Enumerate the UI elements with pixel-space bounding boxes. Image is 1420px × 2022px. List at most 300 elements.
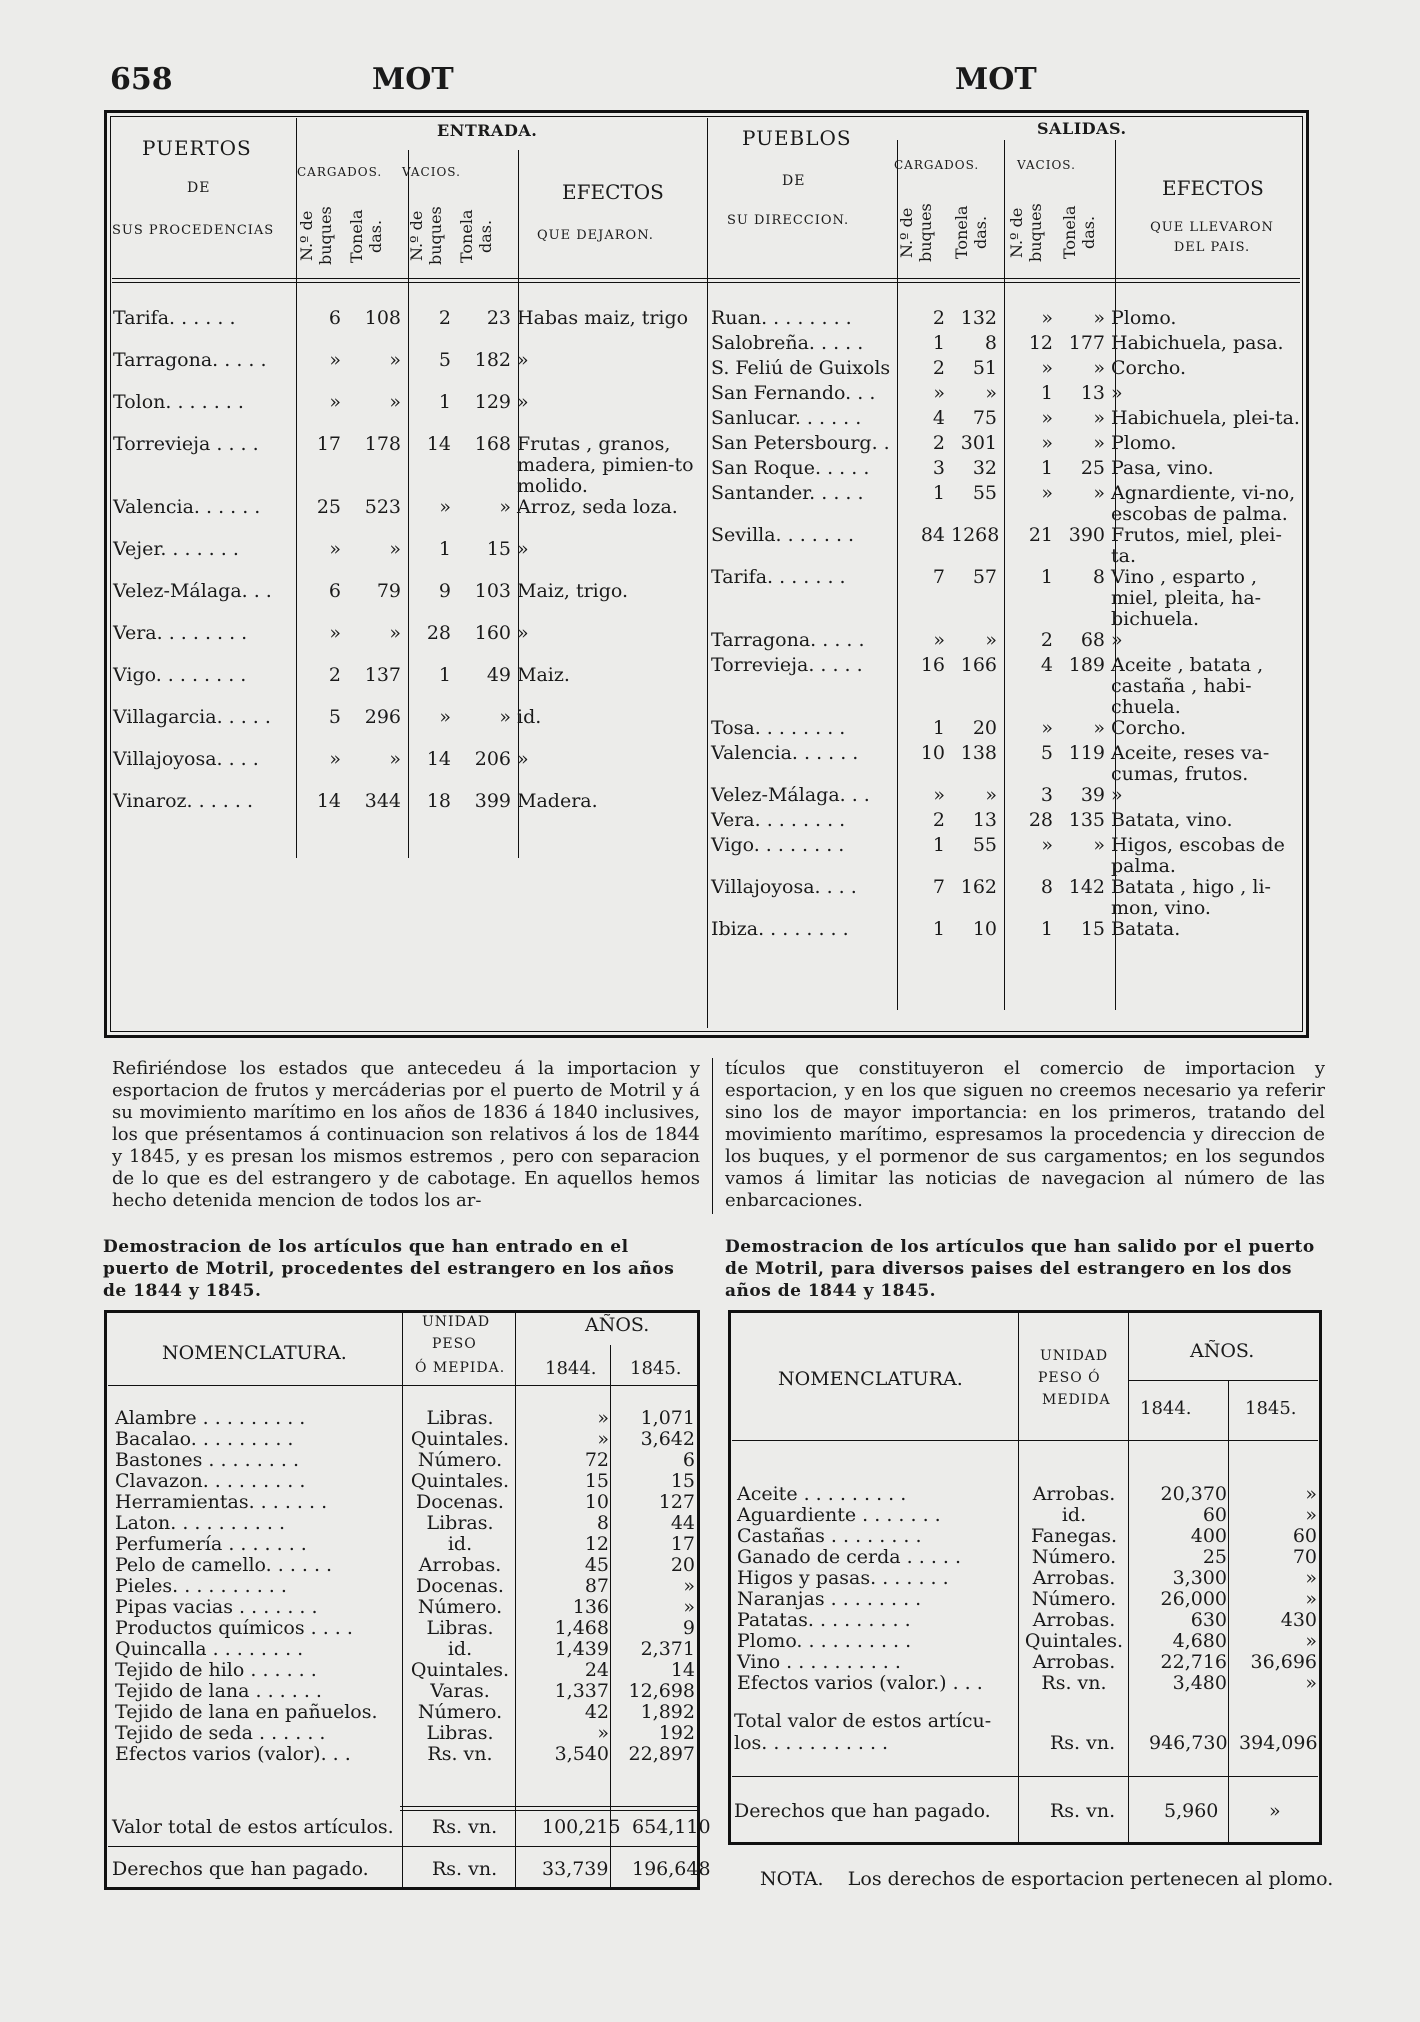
- goods: Batata , higo , li-mon, vino.: [1111, 877, 1271, 919]
- loaded-ships: 2: [932, 433, 945, 454]
- loaded-tons: »: [389, 749, 401, 770]
- loaded-tons: 137: [364, 665, 401, 686]
- salidas-tonel-head-2: Tonela das.: [1060, 205, 1098, 260]
- item-name: Alambre . . . . . . . . .: [115, 1408, 306, 1429]
- port-name: Salobreña. . . . .: [711, 333, 864, 354]
- empty-ships: 5: [1040, 743, 1053, 764]
- import-head-1845: 1845.: [630, 1358, 682, 1379]
- value-1844: 400: [1190, 1526, 1227, 1547]
- table-row: [708, 655, 1303, 718]
- table-row: [112, 1681, 698, 1702]
- value-1845: »: [683, 1597, 695, 1618]
- unit: Libras.: [426, 1408, 494, 1429]
- value-1845: »: [1305, 1631, 1317, 1652]
- unit: Docenas.: [416, 1576, 504, 1597]
- goods: Maiz, trigo.: [517, 581, 629, 602]
- goods: »: [517, 749, 529, 770]
- value-1844: 15: [584, 1471, 609, 1492]
- table-row: [734, 1673, 1320, 1694]
- table-row: [110, 434, 708, 497]
- unit: Número.: [1031, 1589, 1117, 1610]
- port-name: Torrevieja. . . . .: [711, 655, 863, 676]
- export-total-unit: Rs. vn.: [1050, 1732, 1116, 1754]
- table-row: [708, 408, 1303, 433]
- goods: »: [517, 539, 529, 560]
- value-1844: 25: [1202, 1547, 1227, 1568]
- loaded-ships: »: [329, 539, 341, 560]
- goods: Arroz, seda loza.: [517, 497, 678, 518]
- unit: Quintales.: [410, 1660, 510, 1681]
- loaded-ships: 2: [932, 810, 945, 831]
- unit: Arrobas.: [1032, 1568, 1116, 1589]
- import-total-label: Valor total de estos artículos.: [112, 1816, 394, 1838]
- empty-tons: 390: [1068, 525, 1105, 546]
- table-row: [708, 835, 1303, 877]
- table-row: [708, 308, 1303, 333]
- table-row: [734, 1505, 1320, 1526]
- loaded-ships: 3: [932, 458, 945, 479]
- loaded-ships: 5: [328, 707, 341, 728]
- port-name: Villagarcia. . . . .: [113, 707, 271, 728]
- table-row: [708, 810, 1303, 835]
- value-1844: 1,337: [554, 1681, 609, 1702]
- empty-tons: 23: [486, 308, 511, 329]
- value-1844: 136: [572, 1597, 609, 1618]
- loaded-tons: 138: [960, 743, 997, 764]
- empty-ships: »: [1041, 835, 1053, 856]
- value-1845: 17: [670, 1534, 695, 1555]
- table-row: [708, 877, 1303, 919]
- port-name: Tarragona. . . . .: [113, 350, 267, 371]
- empty-ships: 1: [438, 392, 451, 413]
- nota: [760, 1868, 1333, 1890]
- goods: id.: [517, 707, 542, 728]
- loaded-ships: »: [329, 749, 341, 770]
- empty-ships: 2: [1040, 630, 1053, 651]
- value-1844: 630: [1190, 1610, 1227, 1631]
- value-1844: »: [597, 1408, 609, 1429]
- table-row: [734, 1589, 1320, 1610]
- item-name: Efectos varios (valor). . .: [115, 1744, 351, 1765]
- port-name: S. Feliú de Guixols: [711, 358, 891, 379]
- item-name: Naranjas . . . . . . . .: [737, 1589, 922, 1610]
- value-1845: 44: [670, 1513, 695, 1534]
- empty-tons: 129: [474, 392, 511, 413]
- empty-ships: 3: [1040, 785, 1053, 806]
- table-row: [734, 1610, 1320, 1631]
- empty-ships: 1: [1040, 458, 1053, 479]
- loaded-ships: 1: [932, 333, 945, 354]
- goods: »: [1111, 383, 1123, 404]
- table-row: [734, 1568, 1320, 1589]
- item-name: Pelo de camello. . . . . .: [115, 1555, 333, 1576]
- loaded-tons: 20: [972, 718, 997, 739]
- port-name: Vinaroz. . . . . .: [113, 791, 253, 812]
- loaded-tons: 79: [376, 581, 401, 602]
- export-derechos-1844: 5,960: [1164, 1800, 1219, 1822]
- entrada-title: ENTRADA.: [437, 121, 538, 140]
- loaded-tons: 166: [960, 655, 997, 676]
- port-name: San Roque. . . . .: [711, 458, 870, 479]
- loaded-tons: 178: [364, 434, 401, 455]
- loaded-tons: »: [985, 630, 997, 651]
- salidas-buques-head-1: N.º de buques: [897, 203, 935, 262]
- table-row: [708, 567, 1303, 630]
- table-row: [708, 333, 1303, 358]
- table-row: [734, 1484, 1320, 1505]
- import-derechos-1845: 196,648: [632, 1858, 711, 1880]
- unit: Libras.: [426, 1618, 494, 1639]
- loaded-tons: 344: [364, 791, 401, 812]
- goods: Frutos, miel, plei-ta.: [1111, 525, 1282, 567]
- table-row: [708, 358, 1303, 383]
- item-name: Aguardiente . . . . . . .: [737, 1505, 941, 1526]
- port-name: Sevilla. . . . . . .: [711, 525, 855, 546]
- empty-tons: 168: [474, 434, 511, 455]
- loaded-ships: 6: [328, 308, 341, 329]
- table-row: [112, 1723, 698, 1744]
- empty-ships: »: [1041, 358, 1053, 379]
- table-row: [110, 707, 708, 749]
- value-1845: 127: [658, 1492, 695, 1513]
- loaded-ships: 4: [932, 408, 945, 429]
- goods: Plomo.: [1111, 433, 1177, 454]
- value-1845: 2,371: [640, 1639, 695, 1660]
- value-1844: 87: [584, 1576, 609, 1597]
- item-name: Ganado de cerda . . . . .: [737, 1547, 962, 1568]
- item-name: Bastones . . . . . . . .: [115, 1450, 299, 1471]
- value-1845: 36,696: [1250, 1652, 1317, 1673]
- loaded-ships: »: [329, 623, 341, 644]
- entrada-tonel-head-2: Tonela das.: [457, 209, 495, 263]
- export-derechos-1845: »: [1269, 1800, 1281, 1822]
- empty-tons: 39: [1080, 785, 1105, 806]
- value-1844: 60: [1202, 1505, 1227, 1526]
- entrada-buques-head-2: N.º de buques: [407, 206, 445, 266]
- value-1845: 430: [1280, 1610, 1317, 1631]
- empty-ships: 18: [426, 791, 451, 812]
- empty-ships: 4: [1040, 655, 1053, 676]
- loaded-ships: 7: [932, 877, 945, 898]
- entrada-table: [110, 308, 708, 833]
- item-name: Quincalla . . . . . . . .: [115, 1639, 304, 1660]
- value-1844: 3,480: [1172, 1673, 1227, 1694]
- table-row: [110, 308, 708, 350]
- salidas-efectos: EFECTOS: [1162, 176, 1264, 200]
- item-name: Aceite . . . . . . . . .: [737, 1484, 907, 1505]
- port-name: Tosa. . . . . . . .: [711, 718, 846, 739]
- salidas-table: [708, 308, 1303, 944]
- loaded-tons: 1268: [951, 525, 1000, 546]
- port-name: Vigo. . . . . . . .: [711, 835, 845, 856]
- value-1844: 26,000: [1160, 1589, 1227, 1610]
- port-name: Villajoyosa. . . .: [711, 877, 857, 898]
- item-name: Clavazon. . . . . . . . .: [115, 1471, 306, 1492]
- loaded-tons: 55: [972, 483, 997, 504]
- item-name: Tejido de lana . . . . . .: [115, 1681, 322, 1702]
- empty-tons: »: [1093, 433, 1105, 454]
- loaded-tons: 8: [984, 333, 997, 354]
- goods: Batata.: [1111, 919, 1181, 940]
- port-name: Tarifa. . . . . .: [113, 308, 236, 329]
- value-1845: »: [1305, 1505, 1317, 1526]
- item-name: Efectos varios (valor.) . . .: [737, 1673, 983, 1694]
- loaded-tons: 10: [972, 919, 997, 940]
- loaded-ships: 1: [932, 718, 945, 739]
- loaded-tons: 75: [972, 408, 997, 429]
- loaded-tons: 108: [364, 308, 401, 329]
- import-head-medida: Ó MEPIDA.: [415, 1360, 506, 1376]
- table-row: [708, 919, 1303, 944]
- running-head-left: MOT: [372, 62, 454, 97]
- goods: Higos, escobas de palma.: [1111, 835, 1285, 877]
- unit: Número.: [1031, 1547, 1117, 1568]
- empty-tons: 49: [486, 665, 511, 686]
- table-row: [708, 525, 1303, 567]
- empty-tons: 142: [1068, 877, 1105, 898]
- export-head-medida: MEDIDA: [1042, 1392, 1111, 1408]
- loaded-ships: 2: [328, 665, 341, 686]
- goods: Batata, vino.: [1111, 810, 1233, 831]
- goods: »: [517, 623, 529, 644]
- empty-ships: 28: [426, 623, 451, 644]
- import-head-nomen: NOMENCLATURA.: [162, 1342, 347, 1364]
- item-name: Tejido de seda . . . . . .: [115, 1723, 326, 1744]
- value-1845: 15: [670, 1471, 695, 1492]
- goods: Pasa, vino.: [1111, 458, 1214, 479]
- table-row: [112, 1513, 698, 1534]
- export-head-unidad: UNIDAD: [1040, 1348, 1109, 1364]
- export-title: Demostracion de los artículos que han salido por el puerto de Motril, para diversos paises del estrangero en los dos años de 1844 y 1845.: [725, 1237, 1315, 1301]
- puertos-title: PUERTOS: [142, 136, 252, 160]
- unit: Número.: [417, 1702, 503, 1723]
- item-name: Tejido de lana en pañuelos.: [115, 1702, 378, 1723]
- unit: Número.: [417, 1450, 503, 1471]
- value-1845: 12,698: [628, 1681, 695, 1702]
- pueblos-title: PUEBLOS: [742, 126, 852, 150]
- loaded-ships: 6: [328, 581, 341, 602]
- empty-ships: »: [1041, 408, 1053, 429]
- item-name: Patatas. . . . . . . . .: [737, 1610, 911, 1631]
- empty-ships: 12: [1028, 333, 1053, 354]
- loaded-ships: 7: [932, 567, 945, 588]
- loaded-tons: »: [389, 623, 401, 644]
- intro-paragraph-left: Refiriéndose los estados que antecedeu á la importacion y esportacion de frutos y mercáderias por el puerto de Motril y á su movimiento marítimo en los años de 1836 á 1840 inclusives, los que présentamos á continuacion son relativos á los de 1844 y 1845, y es presan los mismos estremos , pero con separacion de lo que es del estrangero y de cabotage. En aquellos hemos hecho detenida mencion de todos los ar-: [112, 1058, 700, 1211]
- loaded-ships: »: [933, 630, 945, 651]
- table-row: [112, 1702, 698, 1723]
- value-1844: 8: [596, 1513, 609, 1534]
- loaded-ships: »: [933, 785, 945, 806]
- value-1844: 10: [584, 1492, 609, 1513]
- value-1845: 60: [1292, 1526, 1317, 1547]
- table-row: [734, 1547, 1320, 1568]
- empty-ships: 1: [438, 539, 451, 560]
- salidas-buques-head-2: N.º de buques: [1007, 203, 1045, 262]
- loaded-tons: 57: [972, 567, 997, 588]
- table-row: [708, 630, 1303, 655]
- loaded-ships: »: [329, 350, 341, 371]
- empty-tons: 15: [1080, 919, 1105, 940]
- nota-label: NOTA.: [760, 1868, 824, 1890]
- empty-tons: 160: [474, 623, 511, 644]
- empty-ships: 1: [438, 665, 451, 686]
- loaded-tons: »: [985, 383, 997, 404]
- loaded-ships: 1: [932, 483, 945, 504]
- port-name: Valencia. . . . . .: [711, 743, 859, 764]
- export-total-row: [734, 1710, 1320, 1754]
- goods: Aceite , batata , castaña , habi-chuela.: [1111, 655, 1264, 718]
- import-head-unidad: UNIDAD: [422, 1314, 491, 1330]
- value-1844: »: [597, 1429, 609, 1450]
- export-head-anos: AÑOS.: [1190, 1340, 1255, 1362]
- port-name: Vera. . . . . . . .: [113, 623, 248, 644]
- loaded-tons: 301: [960, 433, 997, 454]
- goods: »: [1111, 785, 1123, 806]
- empty-ships: 1: [1040, 919, 1053, 940]
- empty-tons: 206: [474, 749, 511, 770]
- value-1845: »: [1305, 1484, 1317, 1505]
- unit: id.: [447, 1639, 473, 1660]
- value-1845: 70: [1292, 1547, 1317, 1568]
- table-row: [112, 1744, 698, 1765]
- value-1845: 20: [670, 1555, 695, 1576]
- table-row: [708, 433, 1303, 458]
- export-total-label-1: Total valor de estos artícu-: [734, 1710, 992, 1732]
- empty-tons: 103: [474, 581, 511, 602]
- unit: Docenas.: [416, 1492, 504, 1513]
- loaded-tons: »: [985, 785, 997, 806]
- table-row: [112, 1555, 698, 1576]
- export-total-1845: 394,096: [1239, 1732, 1318, 1754]
- unit: Arrobas.: [1032, 1484, 1116, 1505]
- unit: Número.: [417, 1597, 503, 1618]
- value-1844: 1,468: [554, 1618, 609, 1639]
- goods: Corcho.: [1111, 358, 1187, 379]
- port-name: San Fernando. . .: [711, 383, 876, 404]
- loaded-tons: 523: [364, 497, 401, 518]
- table-row: [708, 785, 1303, 810]
- value-1844: »: [597, 1723, 609, 1744]
- import-total-1844: 100,215: [542, 1816, 621, 1838]
- loaded-tons: »: [389, 539, 401, 560]
- empty-tons: 15: [486, 539, 511, 560]
- value-1844: 1,439: [554, 1639, 609, 1660]
- empty-tons: »: [1093, 408, 1105, 429]
- export-total-1844: 946,730: [1149, 1732, 1228, 1754]
- unit: Arrobas.: [1032, 1652, 1116, 1673]
- empty-tons: »: [1093, 358, 1105, 379]
- loaded-tons: 132: [960, 308, 997, 329]
- import-total-unit: Rs. vn.: [432, 1816, 498, 1838]
- item-name: Herramientas. . . . . . .: [115, 1492, 328, 1513]
- import-derechos-label: Derechos que han pagado.: [112, 1858, 369, 1880]
- port-name: Tarifa. . . . . . .: [711, 567, 846, 588]
- goods: Plomo.: [1111, 308, 1177, 329]
- empty-tons: »: [499, 707, 511, 728]
- table-row: [110, 623, 708, 665]
- import-head-1844: 1844.: [545, 1358, 597, 1379]
- value-1844: 72: [584, 1450, 609, 1471]
- export-rows: [734, 1484, 1320, 1694]
- goods: Habichuela, plei-ta.: [1111, 408, 1300, 429]
- export-head-1845: 1845.: [1245, 1398, 1297, 1419]
- port-name: Vigo. . . . . . . .: [113, 665, 247, 686]
- goods: Madera.: [517, 791, 598, 812]
- loaded-tons: »: [389, 392, 401, 413]
- empty-ships: 8: [1040, 877, 1053, 898]
- item-name: Laton. . . . . . . . . .: [115, 1513, 286, 1534]
- empty-tons: 25: [1080, 458, 1105, 479]
- value-1844: 22,716: [1160, 1652, 1227, 1673]
- empty-ships: »: [1041, 483, 1053, 504]
- goods: Agnardiente, vi-no, escobas de palma.: [1111, 483, 1296, 525]
- value-1845: 192: [658, 1723, 695, 1744]
- value-1844: 42: [584, 1702, 609, 1723]
- unit: Arrobas.: [1032, 1610, 1116, 1631]
- table-row: [110, 791, 708, 833]
- item-name: Bacalao. . . . . . . . .: [115, 1429, 294, 1450]
- value-1845: 1,071: [640, 1408, 695, 1429]
- loaded-ships: 2: [932, 308, 945, 329]
- table-row: [708, 718, 1303, 743]
- empty-ships: 9: [438, 581, 451, 602]
- import-total-1845: 654,110: [632, 1816, 711, 1838]
- item-name: Tejido de hilo . . . . . .: [115, 1660, 317, 1681]
- loaded-tons: 296: [364, 707, 401, 728]
- unit: Rs. vn.: [427, 1744, 493, 1765]
- entrada-vacios: VACIOS.: [402, 165, 461, 179]
- item-name: Castañas . . . . . . . .: [737, 1526, 922, 1547]
- loaded-tons: »: [389, 350, 401, 371]
- goods: »: [517, 350, 529, 371]
- goods: »: [517, 392, 529, 413]
- empty-ships: 2: [438, 308, 451, 329]
- table-row: [112, 1408, 698, 1429]
- value-1844: 3,540: [554, 1744, 609, 1765]
- item-name: Vino . . . . . . . . . .: [737, 1652, 901, 1673]
- import-head-anos: AÑOS.: [585, 1314, 650, 1336]
- loaded-ships: 14: [316, 791, 341, 812]
- import-rows: [112, 1408, 698, 1765]
- table-row: [112, 1639, 698, 1660]
- entrada-buques-head-1: N.º de buques: [297, 206, 335, 266]
- empty-ships: »: [1041, 718, 1053, 739]
- table-row: [734, 1526, 1320, 1547]
- port-name: Villajoyosa. . . .: [113, 749, 259, 770]
- loaded-tons: 162: [960, 877, 997, 898]
- value-1845: »: [1305, 1568, 1317, 1589]
- table-row: [112, 1492, 698, 1513]
- import-derechos-1844: 33,739: [542, 1858, 609, 1880]
- unit: Fanegas.: [1031, 1526, 1117, 1547]
- loaded-tons: 32: [972, 458, 997, 479]
- unit: id.: [1061, 1505, 1087, 1526]
- import-head-peso: PESO: [432, 1336, 477, 1352]
- value-1845: »: [1305, 1673, 1317, 1694]
- unit: Quintales.: [410, 1471, 510, 1492]
- value-1845: 22,897: [628, 1744, 695, 1765]
- value-1844: 20,370: [1160, 1484, 1227, 1505]
- export-derechos-label: Derechos que han pagado.: [734, 1800, 991, 1822]
- empty-tons: »: [1093, 308, 1105, 329]
- item-name: Productos químicos . . . .: [115, 1618, 353, 1639]
- loaded-tons: 51: [972, 358, 997, 379]
- table-row: [708, 458, 1303, 483]
- loaded-ships: »: [933, 383, 945, 404]
- empty-ships: »: [439, 497, 451, 518]
- empty-tons: 182: [474, 350, 511, 371]
- port-name: San Petersbourg. .: [711, 433, 890, 454]
